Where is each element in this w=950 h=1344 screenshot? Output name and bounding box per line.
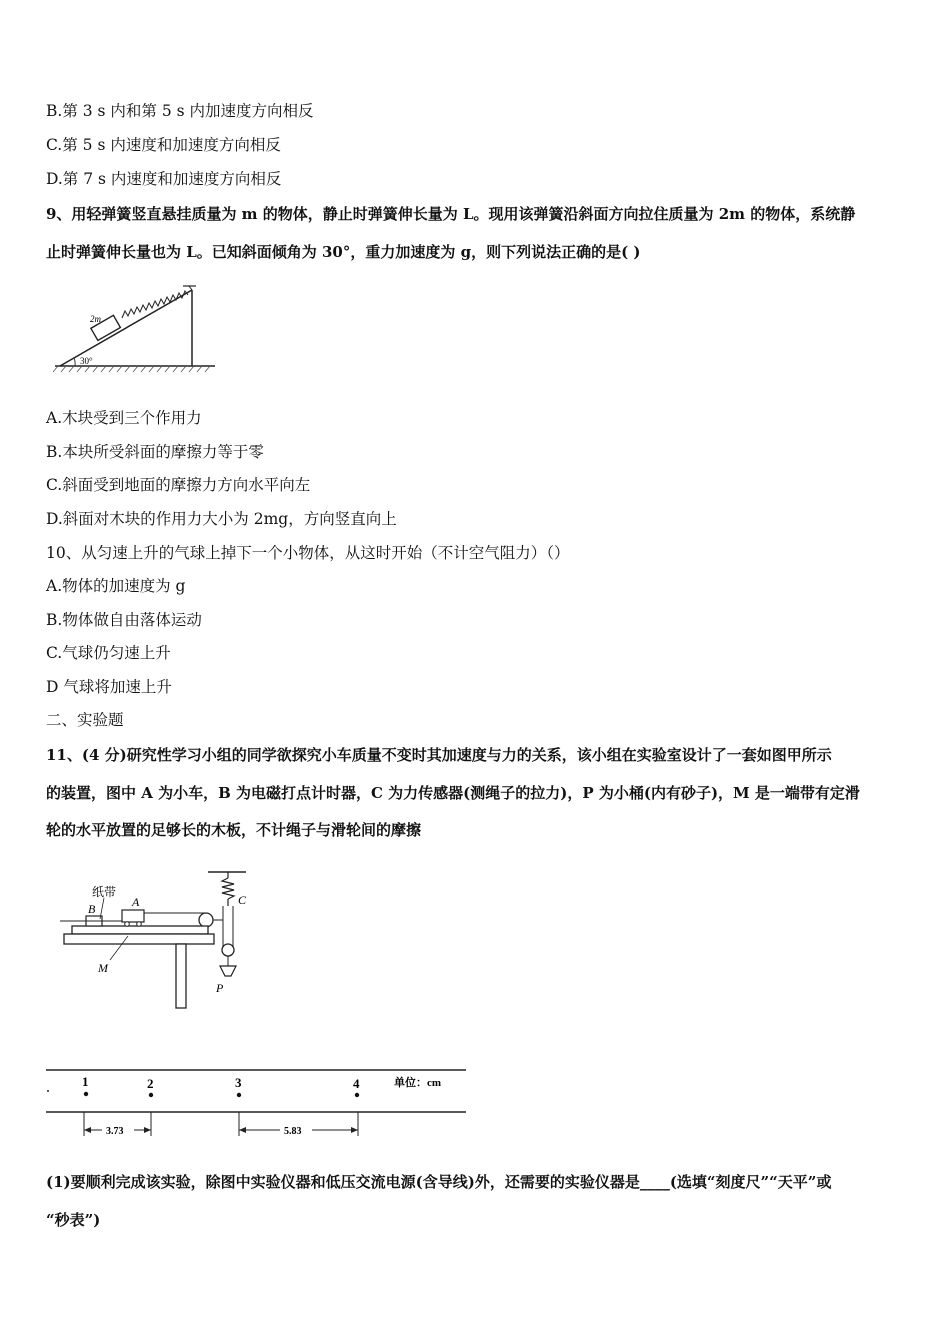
q10-option-c: C.气球仍匀速上升: [46, 644, 171, 662]
bucket-icon: [220, 966, 236, 976]
spring-icon: [122, 291, 188, 318]
tape-point-4: 4: [353, 1076, 360, 1091]
label-c: C: [238, 893, 247, 907]
tape-unit: 单位：cm: [394, 1077, 442, 1089]
q11-part1-line2: “秒表”): [46, 1211, 101, 1229]
q11-stem-line2: 的装置，图中 A 为小车，B 为电磁打点计时器，C 为力传感器(测绳子的拉力)，P 为小桶(内有砂子)，M 是一端带有定滑: [46, 784, 860, 802]
tape-distance-1: 3.73: [106, 1126, 124, 1137]
q9-stem-line2: 止时弹簧伸长量也为 L。已知斜面倾角为 30°，重力加速度为 g，则下列说法正确的是( ): [46, 243, 641, 261]
q11-part1-line1: (1)要顺利完成该实验，除图中实验仪器和低压交流电源(含导线)外，还需要的实验仪器是____(选填“刻度尺”“天平”或: [46, 1173, 832, 1191]
section-title-experiment: 二、实验题: [46, 711, 124, 729]
label-p: P: [216, 981, 224, 995]
q11-stem-line3: 轮的水平放置的足够长的木板，不计绳子与滑轮间的摩擦: [46, 821, 422, 839]
label-paper-tape: 纸带: [92, 885, 117, 899]
q9-stem-line1: 9、用轻弹簧竖直悬挂质量为 m 的物体，静止时弹簧伸长量为 L。现用该弹簧沿斜面方向拉住质量为 2m 的物体，系统静: [46, 205, 856, 223]
label-a: A: [132, 895, 140, 909]
incline-angle-label: 30°: [80, 356, 93, 366]
label-b: B: [88, 902, 96, 916]
movable-pulley-icon: [222, 944, 234, 956]
tape-figure: [40, 1060, 470, 1145]
tape-point-1: 1: [82, 1074, 89, 1089]
tape-point-2: 2: [147, 1076, 154, 1091]
q10-option-d: D 气球将加速上升: [46, 678, 172, 696]
block-mass-label: 2m: [90, 314, 101, 324]
q8-option-d: D.第 7 s 内速度和加速度方向相反: [46, 170, 282, 188]
tape-distance-2: 5.83: [284, 1126, 302, 1137]
fixed-pulley-icon: [199, 913, 213, 927]
apparatus-figure: [58, 868, 268, 1013]
q8-option-b: B.第 3 s 内和第 5 s 内加速度方向相反: [46, 102, 314, 120]
q9-option-a: A.木块受到三个作用力: [46, 409, 202, 427]
q9-option-d: D.斜面对木块的作用力大小为 2mg，方向竖直向上: [46, 510, 397, 528]
q9-option-b: B.本块所受斜面的摩擦力等于零: [46, 443, 264, 461]
q9-option-c: C.斜面受到地面的摩擦力方向水平向左: [46, 476, 311, 494]
q8-option-c: C.第 5 s 内速度和加速度方向相反: [46, 136, 281, 154]
tape-point-3: 3: [235, 1075, 242, 1090]
incline-figure: [50, 278, 220, 378]
q10-option-b: B.物体做自由落体运动: [46, 611, 202, 629]
label-m: M: [98, 961, 108, 975]
q10-option-a: A.物体的加速度为 g: [46, 577, 186, 595]
q11-stem-line1: 11、(4 分)研究性学习小组的同学欲探究小车质量不变时其加速度与力的关系，该小组在实验室设计了一套如图甲所示: [46, 746, 832, 764]
q10-stem: 10、从匀速上升的气球上掉下一个小物体，从这时开始（不计空气阻力）（）: [46, 544, 570, 562]
